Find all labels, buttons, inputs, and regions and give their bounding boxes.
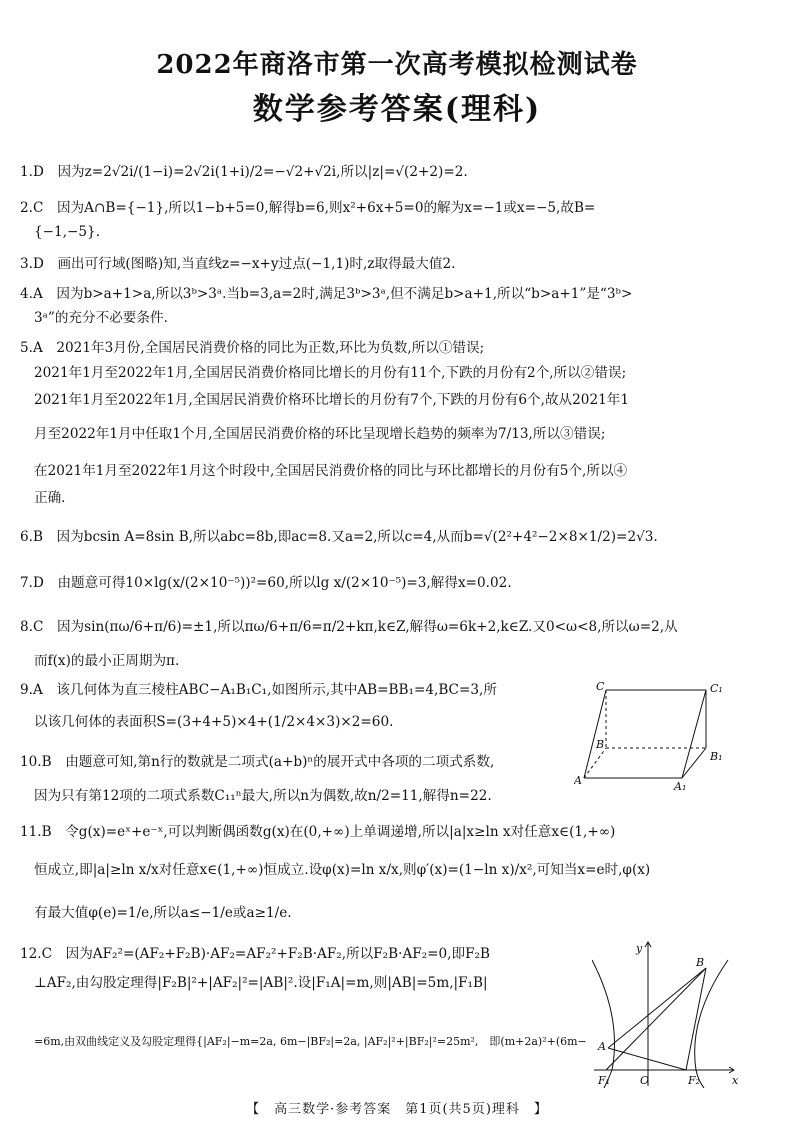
answer-line: 4.A 因为b>a+1>a,所以3ᵇ>3ᵃ.当b=3,a=2时,满足3ᵇ>3ᵃ,但不满足b>a+1,所以“b>a+1”是“3ᵇ> xyxy=(20,286,633,302)
point-label-o: O xyxy=(640,1074,650,1087)
prism-figure xyxy=(574,678,744,790)
answer-line: 12.C 因为AF₂²=(AF₂+F₂B)·AF₂=AF₂²+F₂B·AF₂,所以F₂B·AF₂=0,即F₂B xyxy=(20,946,490,962)
point-label-f1: F₁ xyxy=(598,1074,611,1087)
answer-line: 3ᵃ”的充分不必要条件. xyxy=(34,310,168,326)
answer-line: 正确. xyxy=(34,490,66,506)
answer-line: 6.B 因为bcsin A=8sin B,所以abc=8b,即ac=8.又a=2,所以c=4,从而b=√(2²+4²−2×8×1/2)=2√3. xyxy=(20,529,658,545)
vertex-label-b1: B₁ xyxy=(710,750,723,763)
answer-line: ⊥AF₂,由勾股定理得|F₂B|²+|AF₂|²=|AB|².设|F₁A|=m,则|AB|=5m,|F₁B| xyxy=(34,975,488,991)
answer-line: 2021年1月至2022年1月,全国居民消费价格环比增长的月份有7个,下跌的月份有6个,故从2021年1 xyxy=(34,392,629,408)
page-subtitle: 数学参考答案(理科) xyxy=(252,92,542,127)
vertex-label-c: C xyxy=(596,680,605,693)
axis-label-x: x xyxy=(732,1074,739,1087)
answer-line: 2021年1月至2022年1月,全国居民消费价格同比增长的月份有11个,下跌的月份有2个,所以②错误; xyxy=(34,365,627,381)
answer-line: 有最大值φ(e)=1/e,所以a≤−1/e或a≥1/e. xyxy=(34,905,292,921)
point-label-f2: F₂ xyxy=(688,1074,701,1087)
answer-line: 10.B 由题意可知,第n行的数就是二项式(a+b)ⁿ的展开式中各项的二项式系数, xyxy=(20,754,495,770)
point-label-a: A xyxy=(598,1040,606,1053)
answer-line: 3.D 画出可行域(图略)知,当直线z=−x+y过点(−1,1)时,z取得最大值2. xyxy=(20,256,456,272)
page-footer: 【 高三数学·参考答案 第1页(共5页)理科 】 xyxy=(246,1102,548,1117)
answer-line: 11.B 令g(x)=eˣ+e⁻ˣ,可以判断偶函数g(x)在(0,+∞)上单调递增,所以|a|x≥ln x对任意x∈(1,+∞) xyxy=(20,824,616,840)
answer-line: 8.C 因为sin(πω/6+π/6)=±1,所以πω/6+π/6=π/2+kπ,k∈Z,解得ω=6k+2,k∈Z.又0<ω<8,所以ω=2,从 xyxy=(20,619,678,635)
answer-line: =6m,由双曲线定义及勾股定理得{|AF₂|−m=2a, 6m−|BF₂|=2a, |AF₂|²+|BF₂|²=25m², 即(m+2a)²+(6m− xyxy=(34,1035,587,1048)
answer-line: 在2021年1月至2022年1月这个时段中,全国居民消费价格的同比与环比都增长的月份有5个,所以④ xyxy=(34,463,628,479)
page-title: 2022年商洛市第一次高考模拟检测试卷 xyxy=(156,50,638,80)
vertex-label-c1: C₁ xyxy=(710,682,723,695)
vertex-label-a1: A₁ xyxy=(674,780,687,790)
answer-line: {−1,−5}. xyxy=(34,224,101,240)
vertex-label-b: B xyxy=(596,738,605,751)
answer-line: 7.D 由题意可得10×lg(x/(2×10⁻⁵))²=60,所以lg x/(2×10⁻⁵)=3,解得x=0.02. xyxy=(20,575,512,591)
answer-line: 9.A 该几何体为直三棱柱ABC−A₁B₁C₁,如图所示,其中AB=BB₁=4,BC=3,所 xyxy=(20,682,497,698)
answer-line: 月至2022年1月中任取1个月,全国居民消费价格的环比呈现增长趋势的频率为7/13,所以③错误; xyxy=(34,426,606,442)
answer-line: 因为只有第12项的二项式系数C₁₁ⁿ最大,所以n为偶数,故n/2=11,解得n=22. xyxy=(34,788,492,804)
point-label-b: B xyxy=(696,956,705,969)
hyperbola-figure xyxy=(592,938,742,1088)
answer-line: 1.D 因为z=2√2i/(1−i)=2√2i(1+i)/2=−√2+√2i,所以|z|=√(2+2)=2. xyxy=(20,164,468,180)
answer-line: 2.C 因为A∩B={−1},所以1−b+5=0,解得b=6,则x²+6x+5=0的解为x=−1或x=−5,故B= xyxy=(20,200,596,216)
answer-line: 恒成立,即|a|≥ln x/x对任意x∈(1,+∞)恒成立.设φ(x)=ln x/x,则φ′(x)=(1−ln x)/x²,可知当x=e时,φ(x) xyxy=(34,862,651,878)
answer-line: 5.A 2021年3月份,全国居民消费价格的同比为正数,环比为负数,所以①错误; xyxy=(20,340,485,356)
answer-line: 而f(x)的最小正周期为π. xyxy=(34,653,180,669)
vertex-label-a: A xyxy=(574,774,582,787)
axis-label-y: y xyxy=(636,942,643,955)
answer-line: 以该几何体的表面积S=(3+4+5)×4+(1/2×4×3)×2=60. xyxy=(34,714,394,730)
